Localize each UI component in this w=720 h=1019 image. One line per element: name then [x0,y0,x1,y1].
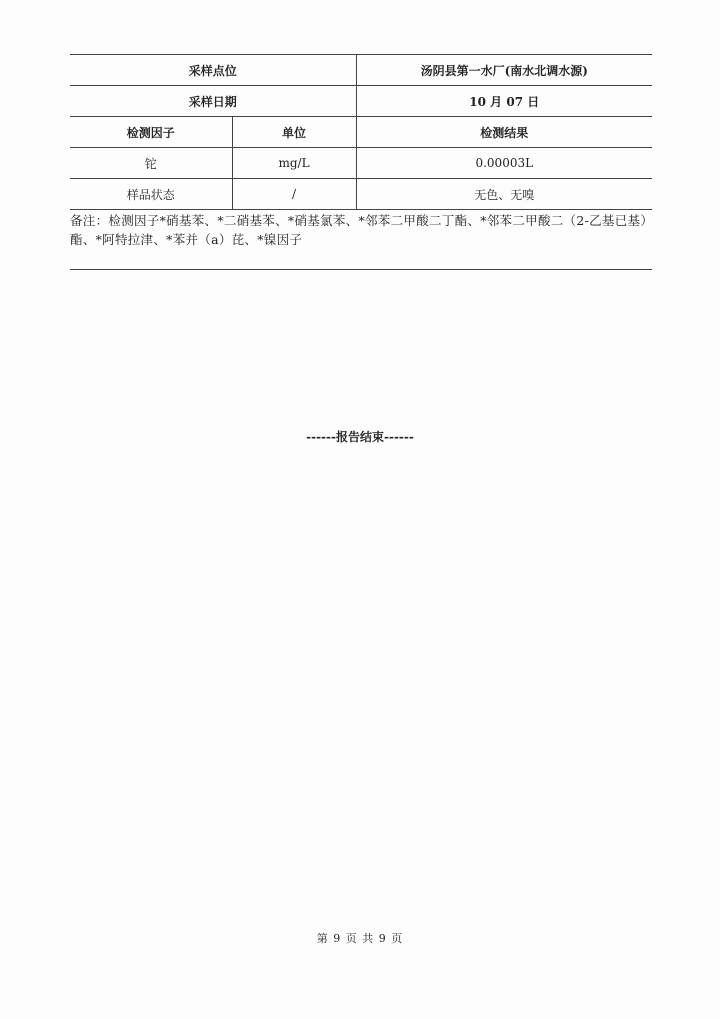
sampling-point-value: 汤阴县第一水厂(南水北调水源) [356,55,652,86]
results-table [70,54,652,210]
row-unit: / [232,179,356,210]
sampling-date-row [70,86,652,117]
table-header-row [70,117,652,148]
remark-line-2: 酯、*阿特拉津、*苯并（a）芘、*镍因子 [70,232,303,247]
row-result: 无色、无嗅 [356,179,652,210]
page-number-footer: 第 9 页 共 9 页 [316,932,404,945]
sampling-date-value: 10 月 07 日 [356,86,652,117]
row-factor: 铊 [70,148,232,179]
row-result: 0.00003L [356,148,652,179]
remark-note [70,210,652,270]
sampling-date-label: 采样日期 [70,86,356,117]
report-end-marker: ------报告结束------ [306,430,414,444]
table-row [70,179,652,210]
remark-line-1: 备注：检测因子*硝基苯、*二硝基苯、*硝基氯苯、*邻苯二甲酸二丁酯、*邻苯二甲酸二（2-乙基已基） [70,213,654,228]
header-result: 检测结果 [356,117,652,148]
header-unit: 单位 [232,117,356,148]
row-unit: mg/L [232,148,356,179]
row-factor: 样品状态 [70,179,232,210]
table-row [70,148,652,179]
header-factor: 检测因子 [70,117,232,148]
sampling-point-row [70,55,652,86]
sampling-point-label: 采样点位 [70,55,356,86]
